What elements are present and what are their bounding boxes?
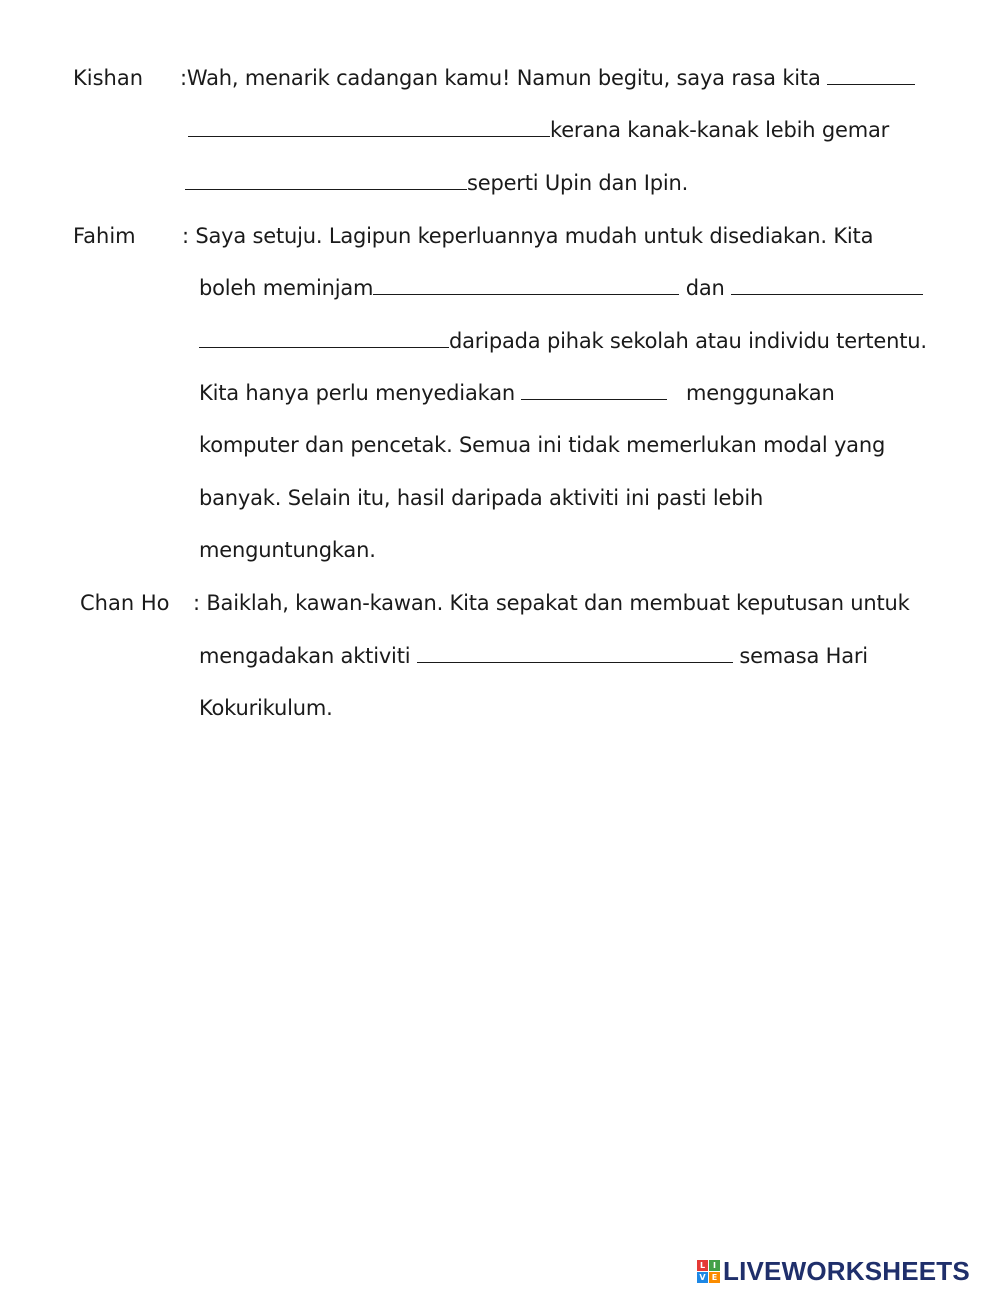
dialogue-line [199, 274, 923, 302]
answer-blank[interactable] [185, 169, 467, 190]
dialogue-line [199, 431, 885, 459]
dialogue-text: dan [685, 276, 725, 300]
dialogue-line [180, 64, 915, 92]
dialogue-text: Kokurikulum. [199, 696, 333, 720]
dialogue-line [199, 642, 868, 670]
answer-blank[interactable] [373, 274, 679, 295]
answer-blank[interactable] [417, 642, 733, 663]
answer-blank[interactable] [521, 379, 667, 400]
dialogue-line [185, 169, 688, 197]
dialogue-text: daripada pihak sekolah atau individu tertentu. [449, 329, 927, 353]
dialogue-line [199, 379, 835, 407]
dialogue-text: seperti Upin dan Ipin. [467, 171, 689, 195]
dialogue-text: komputer dan pencetak. Semua ini tidak memerlukan modal yang [199, 433, 886, 457]
dialogue-text: : Baiklah, kawan-kawan. Kita sepakat dan membuat keputusan untuk [193, 591, 910, 615]
liveworksheets-logo-icon [697, 1260, 720, 1283]
answer-blank[interactable] [188, 116, 550, 137]
dialogue-line [199, 536, 376, 564]
logo-mark-tile: V [697, 1272, 708, 1283]
dialogue-line [199, 327, 927, 355]
dialogue-text: menguntungkan. [199, 538, 376, 562]
dialogue-line [199, 484, 763, 512]
logo-mark-tile: I [709, 1260, 720, 1271]
dialogue-line [182, 222, 873, 250]
speaker-name-chan-ho: Chan Ho [80, 591, 170, 615]
speaker-name-fahim: Fahim [73, 224, 136, 248]
dialogue-text: semasa Hari [739, 644, 868, 668]
answer-blank[interactable] [731, 274, 923, 295]
liveworksheets-logo [697, 1256, 970, 1286]
dialogue-line [193, 589, 910, 617]
dialogue-text: Kita hanya perlu menyediakan [199, 381, 515, 405]
dialogue-text: banyak. Selain itu, hasil daripada aktiviti ini pasti lebih [199, 486, 764, 510]
dialogue-text: kerana kanak-kanak lebih gemar [550, 118, 890, 142]
dialogue-text: :Wah, menarik cadangan kamu! Namun begitu, saya rasa kita [180, 66, 821, 90]
logo-mark-tile: L [697, 1260, 708, 1271]
dialogue-text: boleh meminjam [199, 276, 374, 300]
logo-text: LIVEWORKSHEETS [723, 1255, 970, 1286]
dialogue-text: mengadakan aktiviti [199, 644, 411, 668]
logo-mark-tile: E [709, 1272, 720, 1283]
dialogue-text: : Saya setuju. Lagipun keperluannya mudah untuk disediakan. Kita [182, 224, 874, 248]
answer-blank[interactable] [827, 64, 915, 85]
dialogue-line [199, 694, 333, 722]
dialogue-line [188, 116, 889, 144]
speaker-name-kishan: Kishan [73, 66, 144, 90]
answer-blank[interactable] [199, 327, 449, 348]
dialogue-text: menggunakan [685, 381, 835, 405]
